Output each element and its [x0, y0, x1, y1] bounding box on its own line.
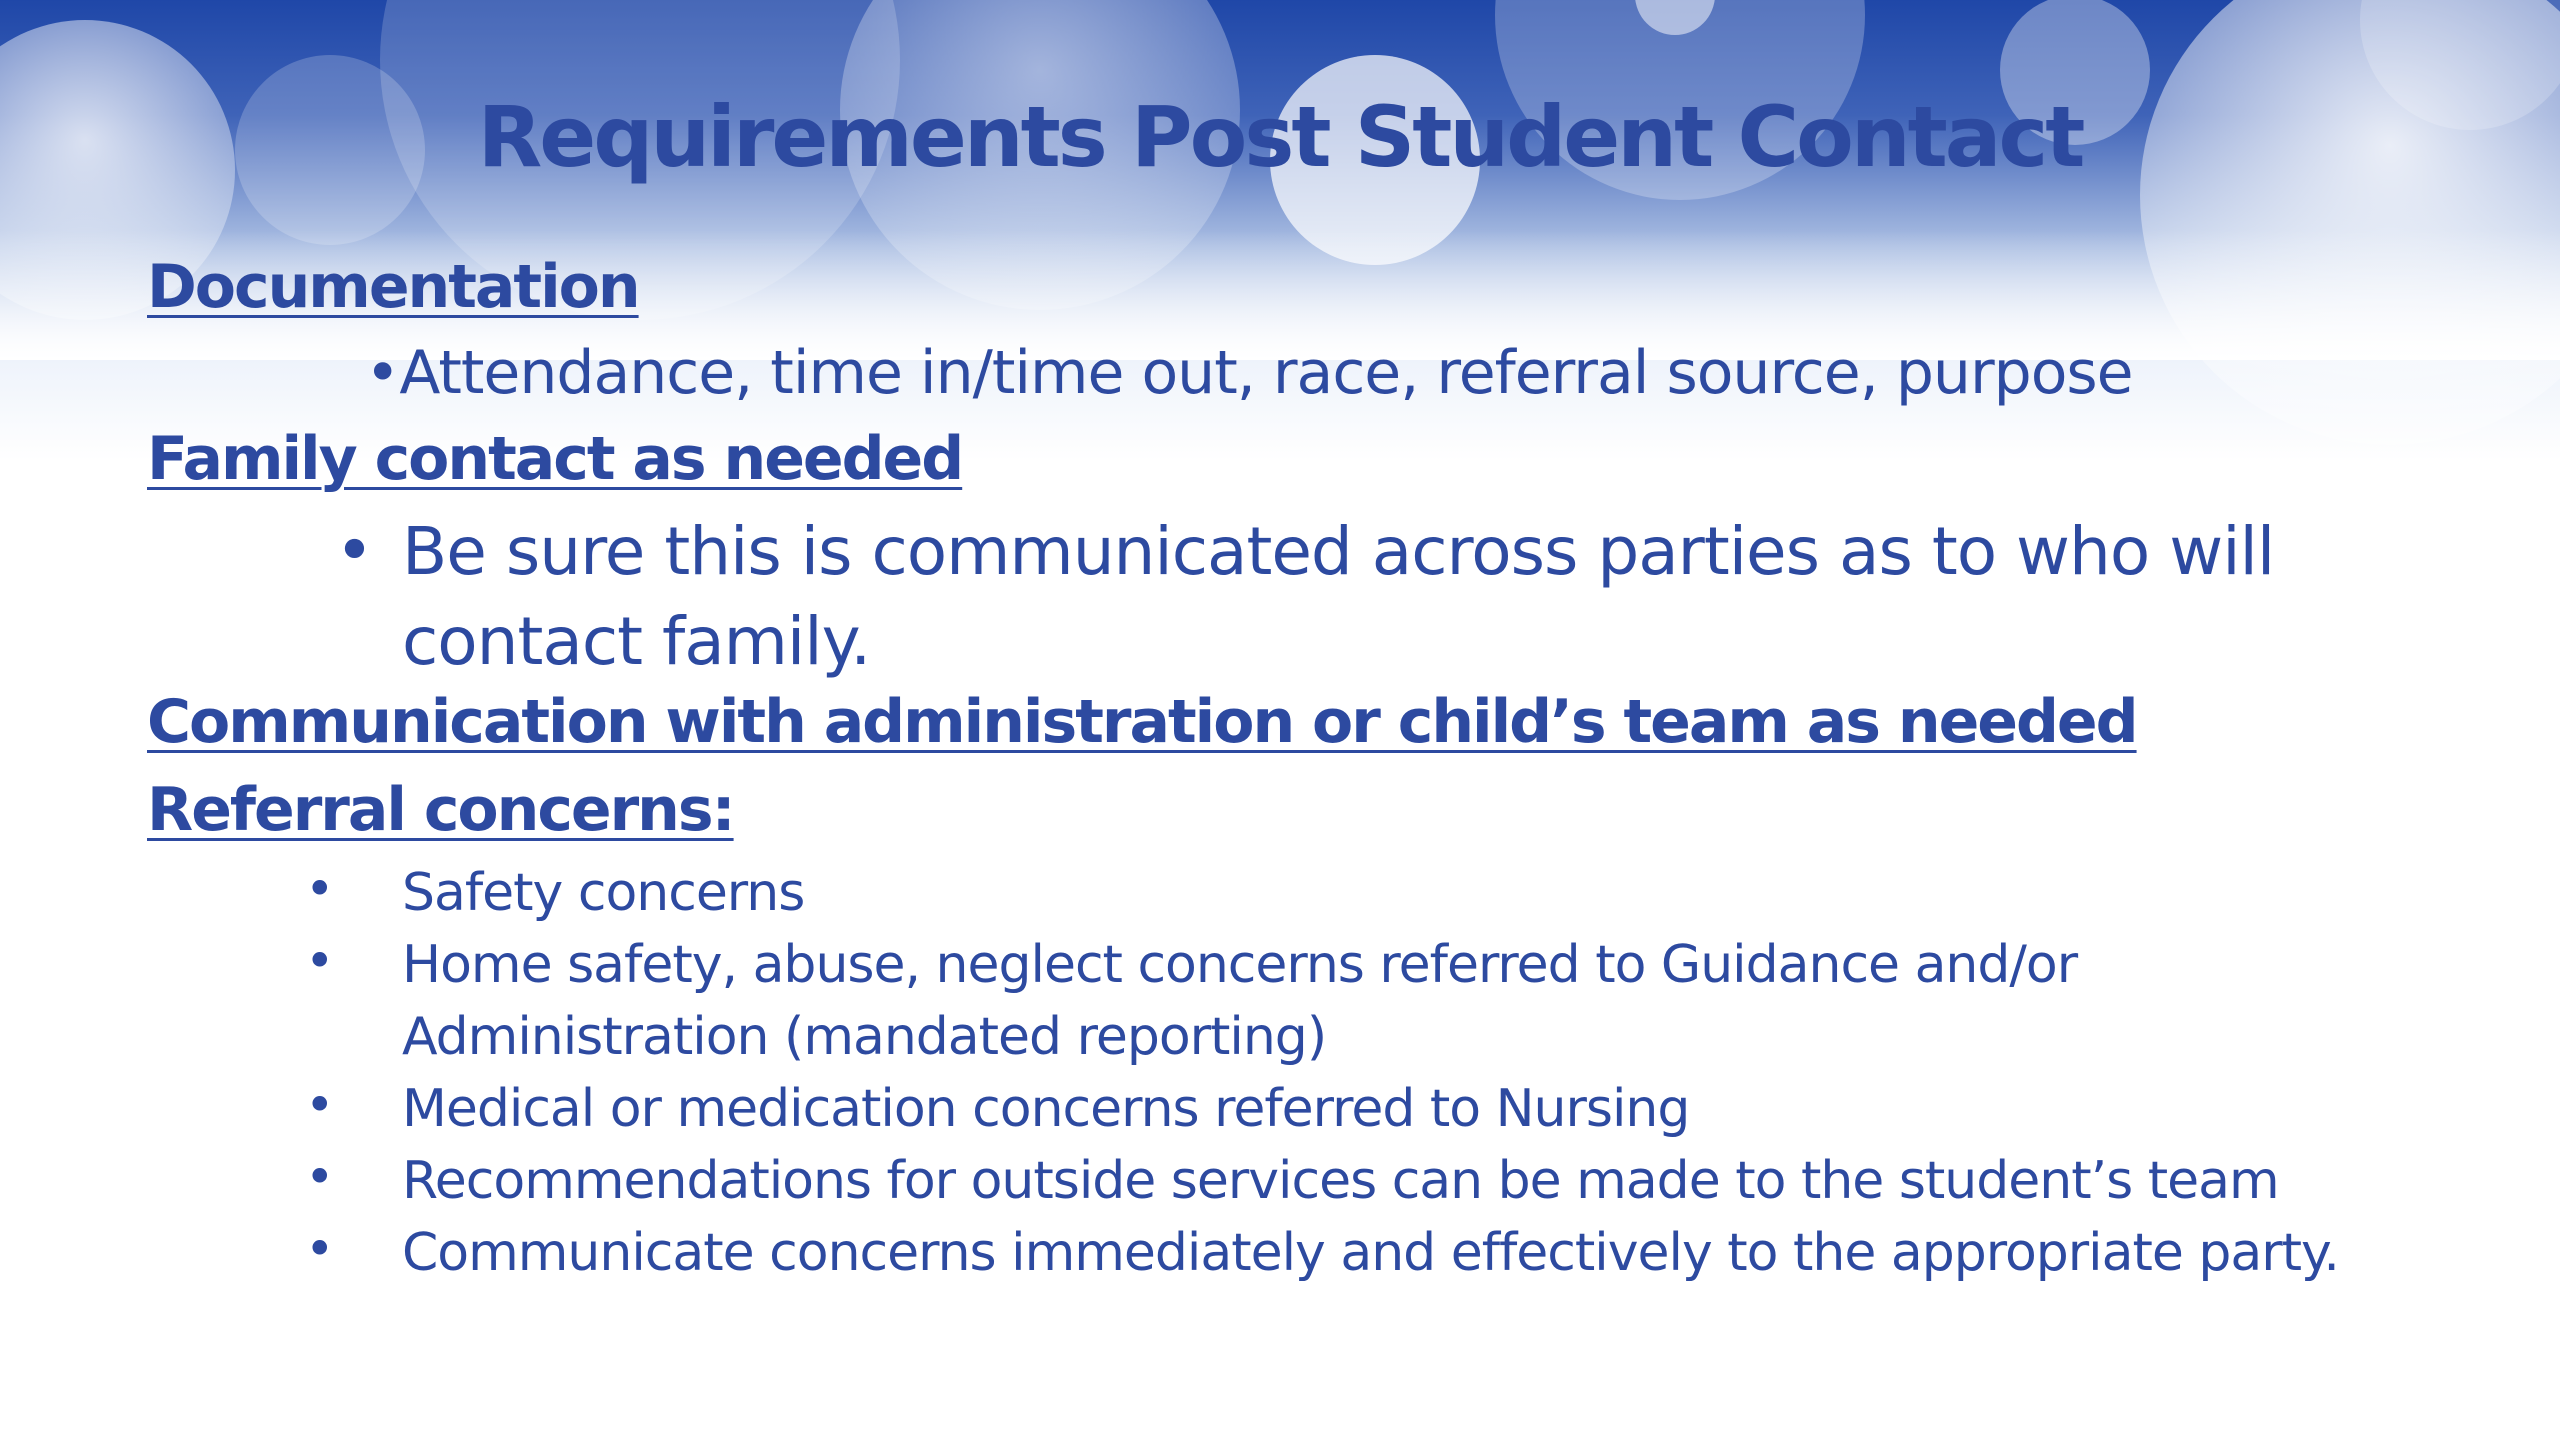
family-contact-item: Be sure this is communicated across parties as to who will — [402, 513, 2275, 590]
bullet-icon: • — [305, 1148, 335, 1206]
referral-concerns-heading: Referral concerns: — [147, 775, 734, 845]
family-contact-item-continued: contact family. — [402, 603, 871, 680]
referral-item-home-safety: Home safety, abuse, neglect concerns referred to Guidance and/or — [402, 935, 2078, 995]
referral-item-recommendations: Recommendations for outside services can be made to the student’s team — [402, 1151, 2279, 1211]
bullet-icon: • — [305, 860, 335, 918]
family-contact-heading: Family contact as needed — [147, 424, 963, 494]
bullet-icon: • — [335, 512, 374, 589]
bullet-icon: • — [305, 932, 335, 990]
referral-item-home-safety-continued: Administration (mandated reporting) — [402, 1007, 1327, 1067]
documentation-item: •Attendance, time in/time out, race, referral source, purpose — [365, 338, 2133, 408]
documentation-heading: Documentation — [147, 252, 639, 322]
slide-title: Requirements Post Student Contact — [477, 88, 2083, 186]
referral-item-medical: Medical or medication concerns referred to Nursing — [402, 1079, 1690, 1139]
communication-heading: Communication with administration or child’s team as needed — [147, 687, 2137, 757]
bullet-icon: • — [305, 1076, 335, 1134]
referral-item-communicate: Communicate concerns immediately and effectively to the appropriate party. — [402, 1223, 2339, 1283]
bullet-icon: • — [305, 1220, 335, 1278]
referral-item-safety: Safety concerns — [402, 863, 805, 923]
